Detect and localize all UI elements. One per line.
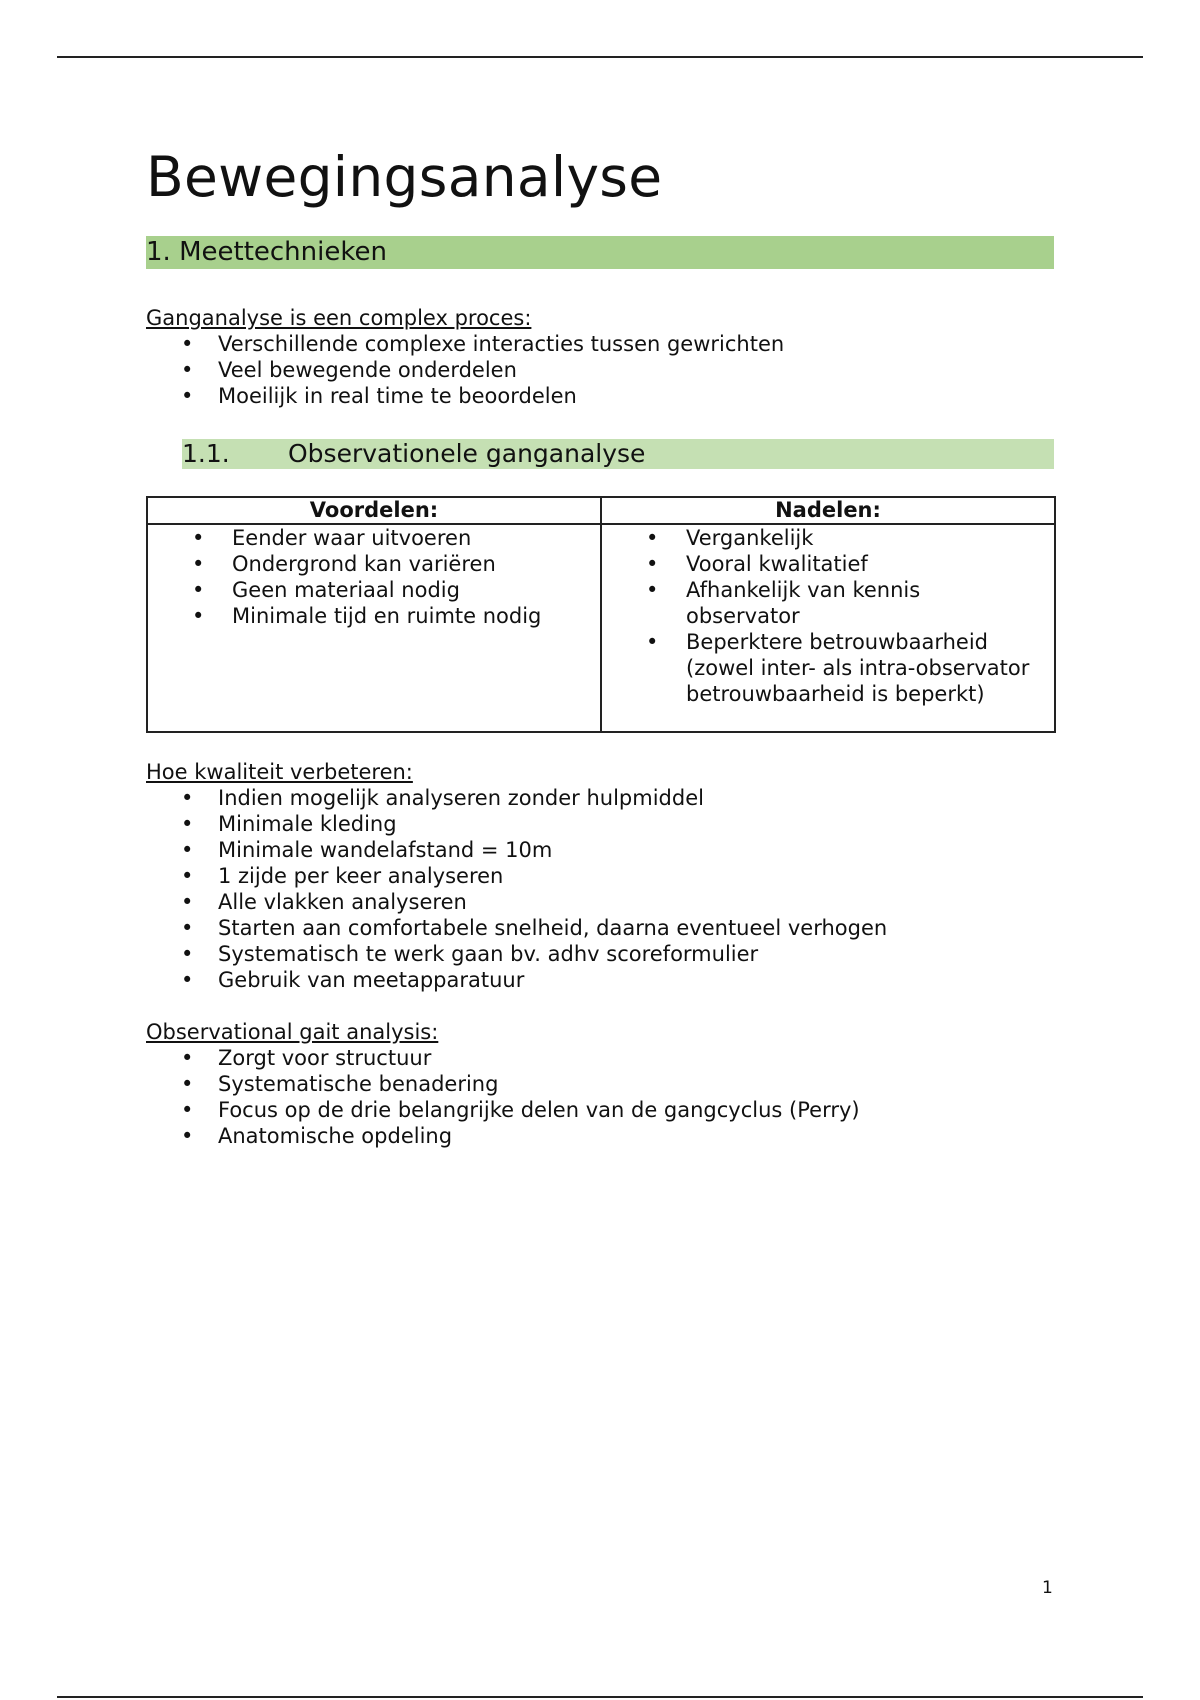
list-item: • Minimale tijd en ruimte nodig: [148, 603, 600, 629]
intro-block: [146, 305, 1054, 409]
quality-block: [146, 759, 1054, 993]
list-item: • 1 zijde per keer analyseren: [146, 863, 1054, 889]
header-rule: [57, 56, 1143, 58]
footer-rule: [57, 1696, 1143, 1698]
cons-cell: [601, 524, 1055, 732]
list-item: • Vooral kwalitatief: [602, 551, 1034, 577]
oga-block: [146, 1019, 1054, 1149]
page-content: [146, 140, 1054, 1149]
page-number: 1: [1042, 1578, 1053, 1598]
list-item: • Anatomische opdeling: [146, 1123, 1054, 1149]
pros-cons-table: [146, 496, 1056, 733]
list-item: • Minimale kleding: [146, 811, 1054, 837]
subsection-number: 1.1.: [182, 439, 230, 468]
section-heading-meettechnieken: 1. Meettechnieken: [146, 236, 1054, 269]
oga-label: Observational gait analysis:: [146, 1020, 439, 1044]
subsection-title: Observationele ganganalyse: [288, 439, 646, 468]
list-item: • Zorgt voor structuur: [146, 1045, 1054, 1071]
list-item: • Indien mogelijk analyseren zonder hulpmiddel: [146, 785, 1054, 811]
list-item: • Beperktere betrouwbaarheid (zowel inter- als intra-observator betrouwbaarheid is beperkt): [602, 629, 1034, 707]
list-item: • Focus op de drie belangrijke delen van de gangcyclus (Perry): [146, 1097, 1054, 1123]
list-item: • Geen materiaal nodig: [148, 577, 600, 603]
cons-list: [602, 525, 1054, 707]
pros-cell: [147, 524, 601, 732]
list-item: • Gebruik van meetapparatuur: [146, 967, 1054, 993]
list-item: • Afhankelijk van kennis observator: [602, 577, 1034, 629]
oga-list: [146, 1045, 1054, 1149]
list-item: • Systematische benadering: [146, 1071, 1054, 1097]
quality-label: Hoe kwaliteit verbeteren:: [146, 760, 413, 784]
document-title: Bewegingsanalyse: [146, 145, 663, 209]
list-item: • Eender waar uitvoeren: [148, 525, 600, 551]
list-item: • Veel bewegende onderdelen: [146, 357, 1054, 383]
list-item: • Alle vlakken analyseren: [146, 889, 1054, 915]
list-item: • Verschillende complexe interacties tussen gewrichten: [146, 331, 1054, 357]
list-item: • Ondergrond kan variëren: [148, 551, 600, 577]
intro-label: Ganganalyse is een complex proces:: [146, 306, 532, 330]
list-item: • Starten aan comfortabele snelheid, daarna eventueel verhogen: [146, 915, 1054, 941]
list-item: • Minimale wandelafstand = 10m: [146, 837, 1054, 863]
list-item: • Systematisch te werk gaan bv. adhv scoreformulier: [146, 941, 1054, 967]
list-item: • Vergankelijk: [602, 525, 1034, 551]
subsection-heading: [182, 439, 1054, 469]
intro-list: [146, 331, 1054, 409]
pros-header: Voordelen:: [147, 497, 601, 524]
list-item: • Moeilijk in real time te beoordelen: [146, 383, 1054, 409]
pros-list: [148, 525, 600, 629]
cons-header: Nadelen:: [601, 497, 1055, 524]
quality-list: [146, 785, 1054, 993]
